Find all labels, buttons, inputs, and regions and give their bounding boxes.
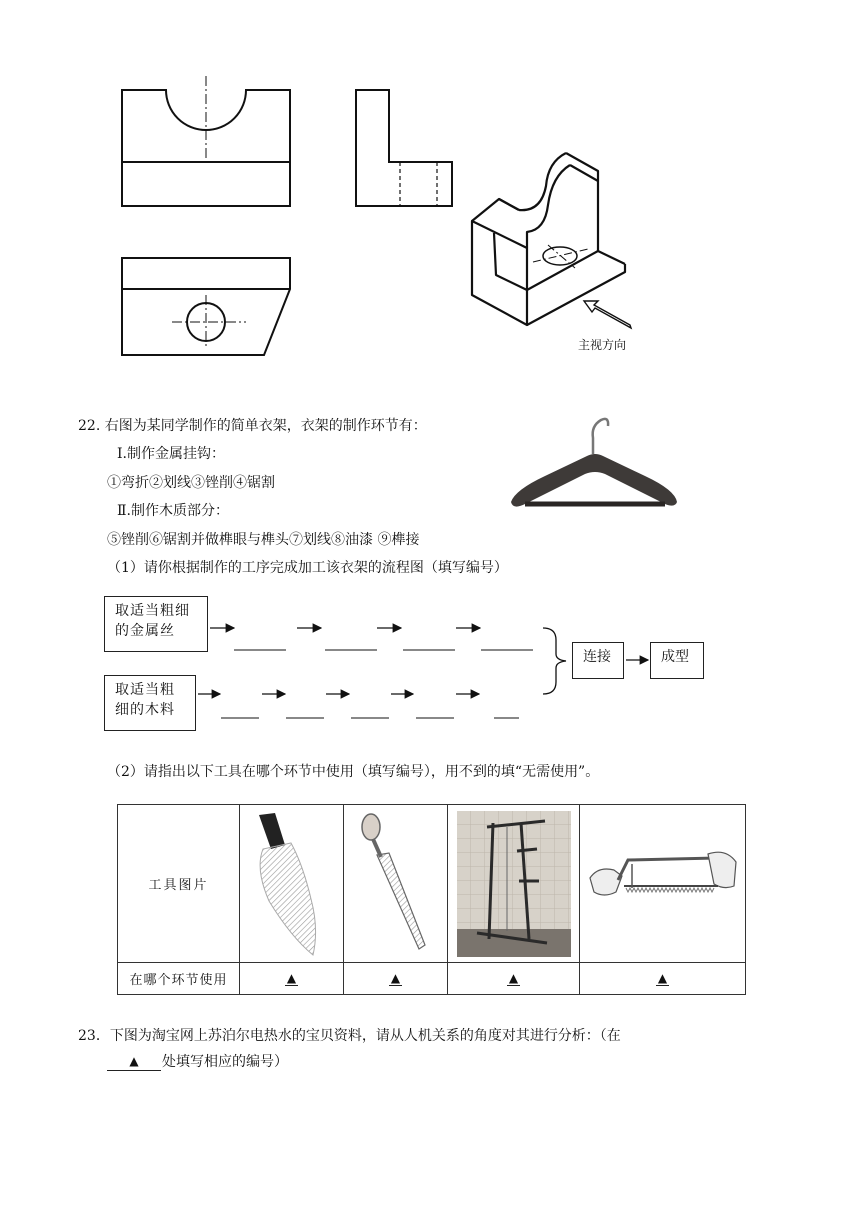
- q22-stem: 22. 右图为某同学制作的简单衣架，衣架的制作环节有：: [78, 418, 427, 434]
- file-tool-image: [247, 809, 337, 959]
- answer-cell-4[interactable]: [580, 963, 746, 995]
- tools-table: [117, 804, 746, 995]
- q22-part2-steps: ⑤锉削⑥锯割并做榫眼与榫头⑦划线⑧油漆 ⑨榫接: [107, 532, 420, 548]
- answer-cell-2[interactable]: [344, 963, 448, 995]
- table-row-label: 在哪个环节使用: [118, 963, 240, 995]
- flowchart-arrows: [0, 590, 860, 750]
- flow-finish-box: 成型: [650, 642, 704, 679]
- flow-connect-box: 连接: [572, 642, 624, 679]
- q23-blank[interactable]: [107, 1052, 161, 1071]
- answer-blank-3[interactable]: ▲: [508, 971, 519, 985]
- answer-cell-1[interactable]: [240, 963, 344, 995]
- tool-cell-1: [240, 805, 344, 963]
- flow-metal-wire-box: 取适当粗细的金属丝: [104, 596, 208, 652]
- q23-stem: 23．下图为淘宝网上苏泊尔电热水的宝贝资料，请从人机关系的角度对其进行分析：（在: [78, 1028, 621, 1044]
- answer-blank-1[interactable]: ▲: [286, 971, 297, 985]
- hanger-image: [505, 410, 685, 520]
- answer-blank-4[interactable]: ▲: [657, 971, 668, 985]
- q22-sub2: （2）请指出以下工具在哪个环节中使用（填写编号），用不到的填“无需使用”。: [107, 764, 600, 780]
- q22-sub1: （1）请你根据制作的工序完成加工该衣架的流程图（填写编号）: [107, 560, 508, 576]
- flat-file-image: [351, 809, 441, 959]
- hacksaw-image: [588, 844, 738, 924]
- q23-tail: 处填写相应的编号）: [162, 1054, 288, 1070]
- view-direction-label: 主视方向: [578, 338, 627, 352]
- tool-cell-2: [344, 805, 448, 963]
- table-header-label: 工具图片: [118, 805, 240, 963]
- isometric-view-drawing: [0, 0, 860, 400]
- tool-cell-3: [448, 805, 580, 963]
- q22-part1-title: Ⅰ.制作金属挂钩：: [117, 446, 225, 462]
- answer-cell-3[interactable]: [448, 963, 580, 995]
- q23-blank-mark: ▲: [129, 1054, 139, 1068]
- q22-part2-title: Ⅱ.制作木质部分：: [117, 503, 229, 519]
- flow-wood-box: 取适当粗细的木料: [104, 675, 196, 731]
- wood-frame-image: [457, 811, 571, 957]
- answer-blank-2[interactable]: ▲: [390, 971, 401, 985]
- tool-cell-4: [580, 805, 746, 963]
- q22-part1-steps: ①弯折②划线③锉削④锯割: [107, 475, 275, 491]
